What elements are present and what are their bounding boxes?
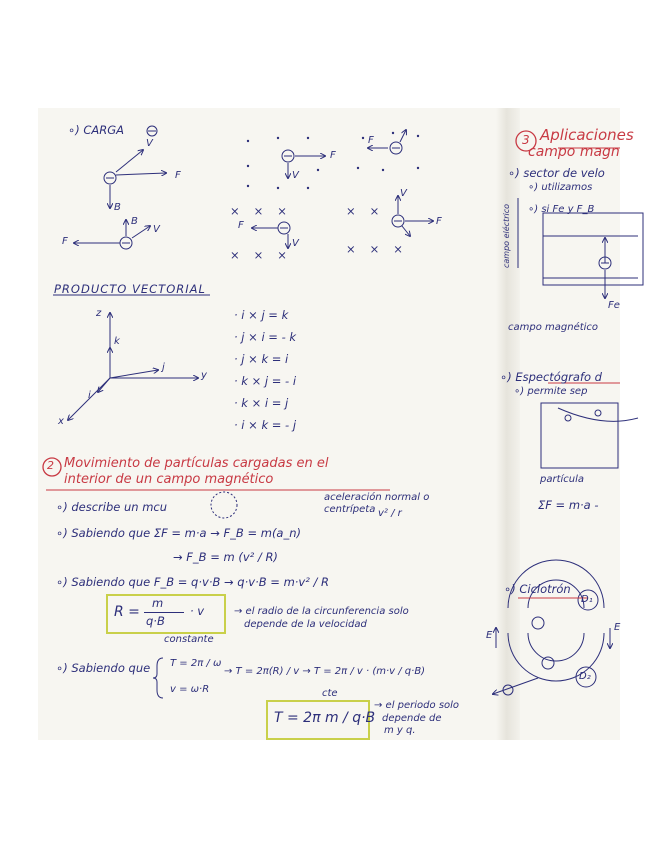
identity-row: · j × k = i (234, 352, 289, 366)
x-field-row: ××× (230, 204, 301, 218)
j-vector-label: j (162, 362, 165, 373)
identity-row: · i × k = - j (234, 418, 297, 432)
ciclotron-title: ∘) Ciclotrón (504, 582, 571, 596)
axis-z-label: z (96, 308, 102, 319)
v-definition: v = ω·R (170, 684, 210, 695)
si-fe-fb-text: ∘) si Fe y F_B (528, 204, 595, 215)
x-field-row-4: ××× (346, 242, 417, 256)
utilizamos-text: ∘) utilizamos (528, 182, 593, 193)
e-field-label-left: E (486, 630, 493, 641)
i-vector-label: i (88, 390, 91, 401)
axis-x-label: x (58, 416, 64, 427)
periodo-note-3: m y q. (384, 725, 416, 736)
dee-2-label: D₂ (579, 671, 591, 682)
b-field-label-2: B (131, 216, 138, 227)
x-field-row-2: ××× (230, 248, 301, 262)
force-label-6: F (436, 216, 442, 227)
identity-row: · k × i = j (234, 396, 289, 410)
force-label-3: F (330, 150, 336, 161)
v2r-fraction: v² / r (378, 508, 402, 519)
radius-frac-top: m (152, 596, 164, 610)
e-field-label-right: E (614, 622, 621, 633)
radio-note-1: → el radio de la circunferencia solo (234, 606, 409, 617)
velocity-label: V (146, 138, 153, 149)
velocity-label-3: V (292, 170, 299, 181)
identity-row: · i × j = k (234, 308, 289, 322)
sabiendo-3: ∘) Sabiendo que (56, 661, 151, 675)
particula-label: partícula (540, 474, 585, 485)
sabiendo-1: ∘) Sabiendo que ΣF = m·a → F_B = m(a_n) (56, 526, 301, 540)
velocity-label-5: V (292, 238, 299, 249)
radius-lhs: R = (114, 604, 140, 620)
periodo-note-2: depende de (382, 713, 442, 724)
radius-mult-v: · v (190, 604, 205, 618)
sector-velocidades: ∘) sector de velo (508, 166, 605, 180)
campo-magnetico-label: campo magnético (508, 322, 599, 333)
radius-frac-bot: q·B (146, 614, 165, 628)
section-3-number: 3 (522, 133, 530, 147)
section-2-number: 2 (47, 459, 54, 472)
describe-mcu: ∘) describe un mcu (56, 500, 168, 514)
radio-note-2: depende de la velocidad (244, 619, 367, 630)
T-chain: → T = 2π(R) / v → T = 2π / v · (m·v / q·B) (224, 666, 426, 677)
radius-frac-line (144, 612, 184, 613)
diagram-drawings (38, 108, 620, 740)
section-2-title-line1: Movimiento de partículas cargadas en el (64, 456, 329, 471)
x-field-row-3: ×× (346, 204, 394, 218)
force-label-2: F (62, 236, 68, 247)
periodo-note-1: → el periodo solo (374, 700, 460, 711)
axis-y-label: y (201, 370, 207, 381)
permite-text: ∘) permite sep (514, 386, 588, 397)
constante-label: constante (164, 634, 214, 645)
T-definition: T = 2π / ω (170, 658, 222, 669)
campo-electrico-label: campo eléctrico (502, 203, 511, 268)
dee-1-label: D₁ (581, 594, 593, 605)
sigma-f-equation: ΣF = m·a - (538, 498, 599, 512)
producto-vectorial-title: PRODUCTO VECTORIAL (54, 282, 206, 296)
k-vector-label: k (114, 336, 120, 347)
velocity-label-6: V (400, 188, 407, 199)
aceleracion-note-1: aceleración normal o (324, 492, 430, 503)
carga-heading: ∘) CARGA (68, 123, 125, 137)
force-label-5: F (238, 220, 244, 231)
section-3-title-line2: campo magn (528, 144, 620, 160)
identity-row: · j × i = - k (234, 330, 297, 344)
velocity-label-2: V (153, 224, 160, 235)
period-formula: T = 2π m / q·B (274, 710, 376, 726)
b-field-label: B (114, 202, 121, 213)
fb-equation: → F_B = m (v² / R) (173, 550, 278, 564)
cte-label: cte (322, 688, 338, 699)
notebook-page (38, 108, 634, 740)
force-label: F (175, 170, 181, 181)
section-2-title-line2: interior de un campo magnético (64, 472, 274, 487)
espectografo-title: ∘) Espectógrafo d (500, 370, 602, 384)
sabiendo-2: ∘) Sabiendo que F_B = q·v·B → q·v·B = m·v² / R (56, 575, 330, 589)
fe-label: Fe (608, 300, 620, 311)
aceleracion-note-2: centrípeta (324, 504, 376, 515)
identity-row: · k × j = - i (234, 374, 297, 388)
section-3-title-line1: Aplicaciones (540, 126, 634, 144)
force-label-4: F (368, 135, 374, 146)
